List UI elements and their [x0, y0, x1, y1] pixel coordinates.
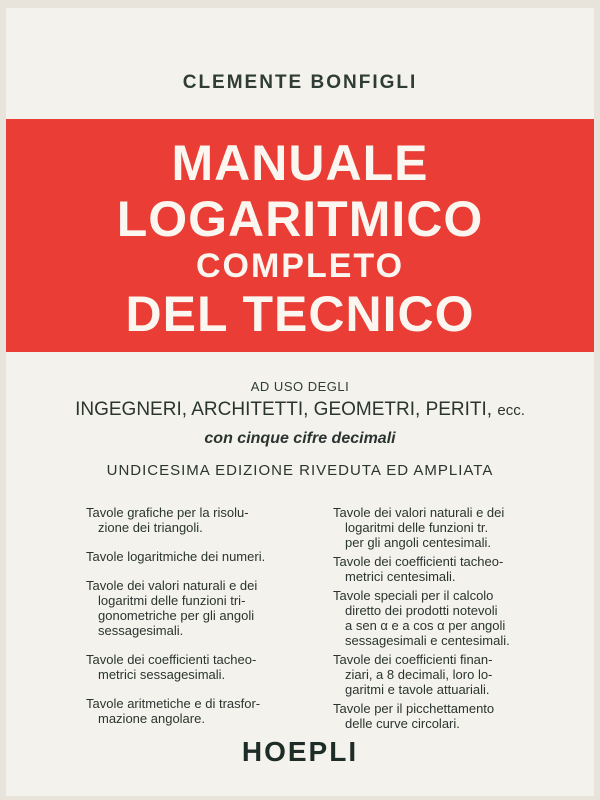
contents-entry-line: ziari, a 8 decimali, loro lo-: [345, 667, 493, 682]
contents-entry-line: diretto dei prodotti notevoli: [345, 603, 498, 618]
contents-entry-line: Tavole dei valori naturali e dei: [333, 505, 505, 520]
contents-entry-line: logaritmi delle funzioni tr.: [345, 520, 489, 535]
contents-entry-line: Tavole grafiche per la risolu-: [86, 505, 249, 520]
contents-entry-line: delle curve circolari.: [345, 716, 460, 731]
contents-left-column: [86, 505, 296, 740]
contents-entry-line: zione dei triangoli.: [98, 520, 203, 535]
title-line-4: DEL TECNICO: [125, 286, 475, 342]
publisher-name: HOEPLI: [241, 736, 359, 767]
contents-entry-line: mazione angolare.: [98, 711, 205, 726]
contents-entry-line: Tavole dei coefficienti tacheo-: [86, 652, 257, 667]
subtitle-intro: AD USO DEGLI: [250, 379, 350, 394]
contents-entry-line: logaritmi delle funzioni tri-: [98, 593, 246, 608]
contents-entry-line: Tavole logaritmiche dei numeri.: [86, 549, 266, 564]
contents-entry-line: Tavole dei valori naturali e dei: [86, 578, 258, 593]
contents-entry: [86, 696, 296, 726]
title-line-2: LOGARITMICO: [116, 191, 484, 247]
edition-statement: UNDICESIMA EDIZIONE RIVEDUTA ED AMPLIATA: [106, 462, 494, 479]
contents-entry-line: garitmi e tavole attuariali.: [345, 682, 490, 697]
subtitle-professions: [0, 399, 600, 421]
subtitle-decimals: con cinque cifre decimali: [204, 430, 396, 447]
contents-entry-line: per gli angoli centesimali.: [345, 535, 491, 550]
author-name: CLEMENTE BONFIGLI: [182, 72, 418, 93]
contents-entry: [86, 652, 296, 682]
contents-entry-line: Tavole speciali per il calcolo: [333, 588, 494, 603]
contents-entry-line: a sen α e a cos α per angoli: [345, 618, 506, 633]
title-line-1: MANUALE: [171, 135, 429, 191]
professions-text: INGEGNERI, ARCHITETTI, GEOMETRI, PERITI,: [75, 399, 493, 420]
contents-entry-line: Tavole per il picchettamento: [333, 701, 495, 716]
contents-entry: [333, 701, 553, 731]
contents-right-column: [333, 505, 553, 735]
contents-entry-line: metrici centesimali.: [345, 569, 456, 584]
contents-entry: [333, 554, 553, 584]
title-line-3: COMPLETO: [195, 247, 405, 285]
contents-entry-line: metrici sessagesimali.: [98, 667, 226, 682]
contents-entry: [333, 652, 553, 697]
etc-text: ecc.: [497, 402, 525, 419]
contents-entry-line: gonometriche per gli angoli: [98, 608, 255, 623]
contents-entry-line: Tavole dei coefficienti tacheo-: [333, 554, 504, 569]
contents-entry: [86, 549, 296, 564]
contents-entry: [86, 578, 296, 638]
contents-entry: [86, 505, 296, 535]
contents-entry: [333, 505, 553, 550]
contents-entry: [333, 588, 553, 648]
contents-entry-line: sessagesimali.: [98, 623, 184, 638]
contents-entry-line: sessagesimali e centesimali.: [345, 633, 510, 648]
contents-entry-line: Tavole aritmetiche e di trasfor-: [86, 696, 261, 711]
contents-entry-line: Tavole dei coefficienti finan-: [333, 652, 493, 667]
